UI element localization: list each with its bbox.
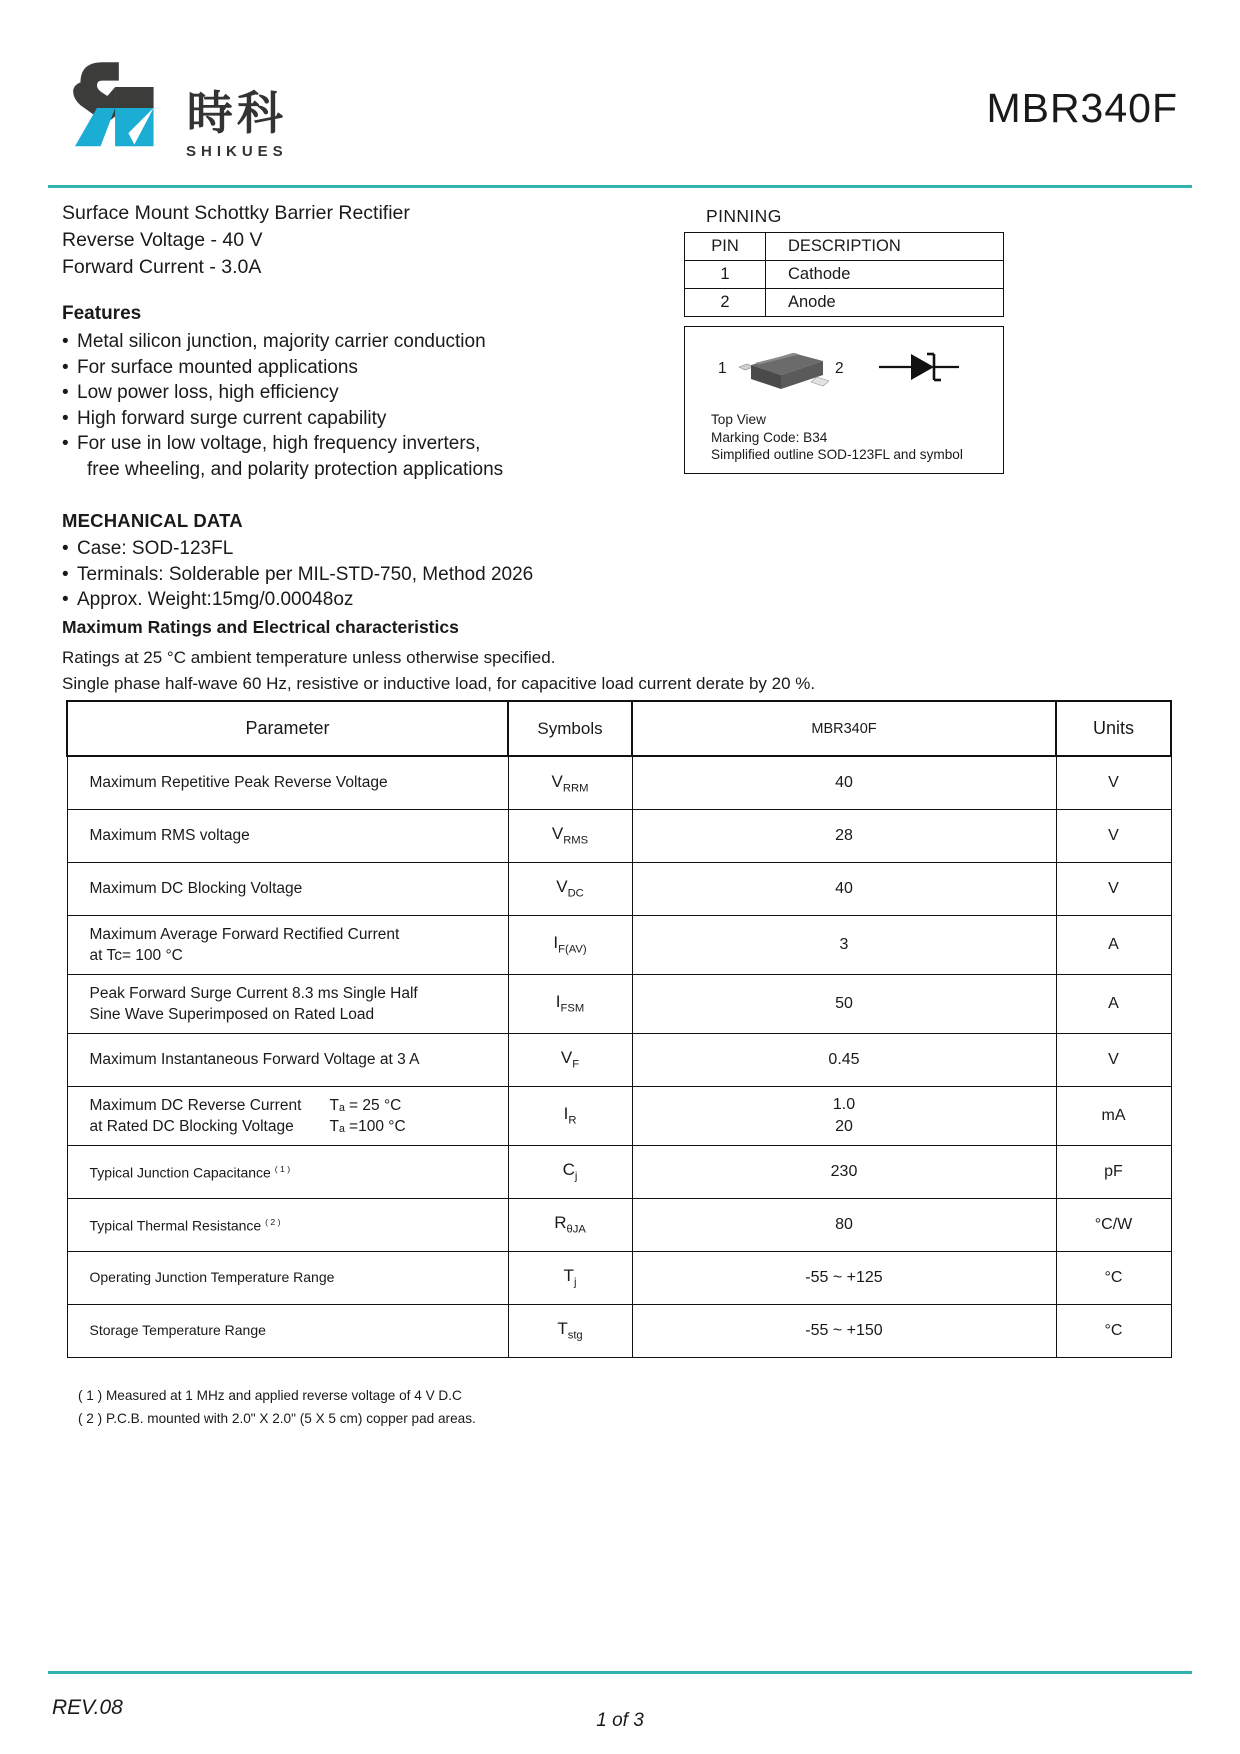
- mechanical-heading: MECHANICAL DATA: [62, 510, 243, 531]
- cell-value: 230: [632, 1145, 1056, 1198]
- company-name-cn: 時科: [186, 85, 287, 140]
- symbol-main: I: [563, 1104, 569, 1124]
- header-divider: [48, 185, 1192, 188]
- cell-unit: °C/W: [1056, 1198, 1171, 1251]
- cell-parameter-line: Peak Forward Surge Current 8.3 ms Single Half: [89, 984, 418, 1002]
- cell-parameter-line: [90, 1095, 508, 1116]
- ratings-table: [66, 700, 1172, 1358]
- features-list: [62, 329, 662, 482]
- cell-value: 80: [632, 1198, 1056, 1251]
- package-caption-line: Marking Code: B34: [711, 429, 828, 445]
- symbol-main: V: [551, 824, 564, 844]
- company-name-en: SHIKUES: [186, 143, 288, 160]
- cell-symbol: [508, 1145, 632, 1198]
- table-header-row: [685, 233, 1004, 261]
- cell-symbol: [508, 756, 632, 809]
- package-caption-line: Top View: [711, 412, 766, 427]
- cell-parameter: [67, 915, 508, 974]
- company-name: [186, 85, 288, 160]
- header-part-number: MBR340F: [632, 701, 1056, 756]
- package-illustration-row: [685, 327, 1003, 407]
- symbol-sub: j: [573, 1276, 577, 1289]
- cell-parameter-line: [90, 1116, 508, 1137]
- cell-value: 40: [632, 862, 1056, 915]
- shikues-logo-icon: [62, 55, 172, 160]
- cell-parameter-condition: Tₐ =100 °C: [329, 1117, 406, 1135]
- cell-parameter: [67, 1086, 508, 1145]
- footnote-marker: ( 2 ): [265, 1217, 281, 1228]
- cell-parameter: Maximum Repetitive Peak Reverse Voltage: [67, 756, 508, 809]
- cell-value: -55 ~ +150: [632, 1304, 1056, 1357]
- cell-value: [632, 1086, 1056, 1145]
- symbol-sub: j: [574, 1170, 578, 1183]
- symbol-main: I: [555, 992, 561, 1012]
- table-row: [67, 1304, 1171, 1357]
- footnote-marker: ( 1 ): [274, 1164, 291, 1175]
- cell-unit: V: [1056, 1033, 1171, 1086]
- cell-symbol: [508, 1251, 632, 1304]
- cell-parameter-text: Typical Junction Capacitance: [89, 1164, 271, 1181]
- cell-value: 50: [632, 974, 1056, 1033]
- cell-parameter-text: Typical Thermal Resistance: [89, 1217, 262, 1234]
- header-units: Units: [1056, 701, 1171, 756]
- cell-unit: mA: [1056, 1086, 1171, 1145]
- symbol-sub: F: [572, 1058, 580, 1071]
- schottky-diode-symbol-icon: [877, 347, 961, 392]
- company-logo: [62, 55, 288, 160]
- cell-value: 0.45: [632, 1033, 1056, 1086]
- cell-unit: °C: [1056, 1251, 1171, 1304]
- table-row: [67, 809, 1171, 862]
- cell-parameter-condition: Tₐ = 25 °C: [329, 1096, 402, 1114]
- table-row: [67, 1145, 1171, 1198]
- cell-unit: A: [1056, 974, 1171, 1033]
- pinning-cell-pin: 2: [685, 289, 766, 317]
- cell-symbol: [508, 974, 632, 1033]
- page-header: [0, 0, 1240, 160]
- ratings-note-line-1: Ratings at 25 °C ambient temperature unless otherwise specified.: [62, 648, 556, 667]
- feature-item: • For surface mounted applications: [62, 355, 662, 381]
- cell-symbol: [508, 1304, 632, 1357]
- overview-line-1: Surface Mount Schottky Barrier Rectifier: [62, 202, 410, 224]
- symbol-main: V: [560, 1048, 573, 1068]
- ratings-note-line-2: Single phase half-wave 60 Hz, resistive or inductive load, for capacitive load current derate by 20 %.: [62, 674, 816, 693]
- table-row: [67, 862, 1171, 915]
- pinning-cell-description: Cathode: [766, 261, 1004, 289]
- feature-item-continuation: free wheeling, and polarity protection applications: [87, 458, 504, 480]
- pinning-header-description: DESCRIPTION: [766, 233, 1004, 261]
- cell-symbol: [508, 862, 632, 915]
- revision-label: REV.08: [52, 1696, 123, 1719]
- pinning-cell-pin: 1: [685, 261, 766, 289]
- left-column: [62, 200, 662, 613]
- cell-parameter: [67, 1145, 508, 1198]
- cell-parameter: Maximum Instantaneous Forward Voltage at 3 A: [67, 1033, 508, 1086]
- cell-symbol: [508, 1198, 632, 1251]
- symbol-sub: FSM: [560, 1002, 585, 1015]
- cell-unit: V: [1056, 862, 1171, 915]
- package-caption: [711, 411, 963, 464]
- cell-symbol: [508, 915, 632, 974]
- cell-value-line: 1.0: [832, 1095, 856, 1113]
- cell-parameter: [67, 1198, 508, 1251]
- table-row: [67, 756, 1171, 809]
- mechanical-item: • Terminals: Solderable per MIL-STD-750, Method 2026: [62, 562, 662, 588]
- cell-parameter-text: at Rated DC Blocking Voltage: [89, 1117, 294, 1135]
- cell-unit: pF: [1056, 1145, 1171, 1198]
- pinning-table: [684, 232, 1004, 317]
- cell-parameter-line: at Tc= 100 °C: [89, 946, 183, 964]
- pinning-cell-description: Anode: [766, 289, 1004, 317]
- symbol-sub: stg: [567, 1329, 583, 1342]
- package-caption-line: Simplified outline SOD-123FL and symbol: [711, 447, 963, 462]
- table-row: [67, 974, 1171, 1033]
- cell-parameter-line: Maximum Average Forward Rectified Current: [89, 925, 400, 943]
- cell-value-line: 20: [835, 1117, 853, 1135]
- cell-value: 40: [632, 756, 1056, 809]
- mechanical-list: [62, 536, 662, 613]
- mechanical-item: • Case: SOD-123FL: [62, 536, 662, 562]
- symbol-sub: RRM: [562, 781, 589, 794]
- mechanical-item: • Approx. Weight:15mg/0.00048oz: [62, 587, 662, 613]
- feature-item: • High forward surge current capability: [62, 406, 662, 432]
- cell-parameter: Maximum DC Blocking Voltage: [67, 862, 508, 915]
- cell-parameter: Operating Junction Temperature Range: [67, 1251, 508, 1304]
- cell-value: -55 ~ +125: [632, 1251, 1056, 1304]
- symbol-main: V: [556, 877, 568, 897]
- symbol-main: T: [557, 1319, 568, 1339]
- package-outline-box: [684, 326, 1004, 474]
- symbol-main: V: [551, 771, 563, 791]
- footnotes: [78, 1384, 476, 1430]
- table-row: [685, 261, 1004, 289]
- cell-symbol: [508, 1086, 632, 1145]
- symbol-sub: θJA: [566, 1223, 586, 1236]
- symbol-main: I: [553, 933, 559, 953]
- footer-divider: [48, 1671, 1192, 1674]
- footnote-item: ( 2 ) P.C.B. mounted with 2.0" X 2.0" (5 X 5 cm) copper pad areas.: [78, 1411, 476, 1426]
- sod123fl-package-icon: [737, 351, 829, 404]
- page-title: MBR340F: [986, 85, 1178, 131]
- table-row: [67, 1033, 1171, 1086]
- feature-item: • Metal silicon junction, majority carrier conduction: [62, 329, 662, 355]
- features-heading: Features: [62, 303, 142, 324]
- table-header-row: [67, 701, 1171, 756]
- pinning-label: PINNING: [706, 206, 782, 226]
- symbol-sub: R: [568, 1114, 577, 1127]
- cell-parameter: Storage Temperature Range: [67, 1304, 508, 1357]
- cell-parameter: Maximum RMS voltage: [67, 809, 508, 862]
- feature-item: • Low power loss, high efficiency: [62, 380, 662, 406]
- cell-value: 28: [632, 809, 1056, 862]
- pinning-header-pin: PIN: [685, 233, 766, 261]
- cell-parameter-text: Maximum DC Reverse Current: [89, 1096, 302, 1114]
- table-row: [67, 1086, 1171, 1145]
- cell-parameter: [67, 974, 508, 1033]
- cell-unit: V: [1056, 809, 1171, 862]
- ratings-heading: Maximum Ratings and Electrical characteristics: [62, 617, 459, 637]
- table-row: [685, 289, 1004, 317]
- feature-item: • For use in low voltage, high frequency inverters,: [62, 431, 662, 457]
- package-pin-1-label: 1: [718, 360, 727, 377]
- table-row: [67, 915, 1171, 974]
- cell-value: 3: [632, 915, 1056, 974]
- footnote-item: ( 1 ) Measured at 1 MHz and applied reverse voltage of 4 V D.C: [78, 1388, 462, 1403]
- symbol-main: T: [563, 1266, 574, 1286]
- header-symbols: Symbols: [508, 701, 632, 756]
- cell-symbol: [508, 809, 632, 862]
- symbol-main: C: [562, 1160, 575, 1180]
- cell-unit: V: [1056, 756, 1171, 809]
- header-parameter: Parameter: [67, 701, 508, 756]
- page-number: 1 of 3: [596, 1710, 644, 1731]
- symbol-sub: RMS: [563, 834, 589, 847]
- cell-parameter-line: Sine Wave Superimposed on Rated Load: [89, 1005, 375, 1023]
- cell-symbol: [508, 1033, 632, 1086]
- symbol-main: R: [554, 1213, 567, 1233]
- overview-line-3: Forward Current - 3.0A: [62, 256, 262, 278]
- symbol-sub: F(AV): [558, 943, 587, 956]
- ratings-notes: [62, 645, 815, 697]
- table-row: [67, 1198, 1171, 1251]
- overview-line-2: Reverse Voltage - 40 V: [62, 229, 263, 251]
- cell-unit: °C: [1056, 1304, 1171, 1357]
- table-row: [67, 1251, 1171, 1304]
- symbol-sub: DC: [567, 887, 584, 900]
- package-pin-2-label: 2: [835, 360, 844, 377]
- cell-unit: A: [1056, 915, 1171, 974]
